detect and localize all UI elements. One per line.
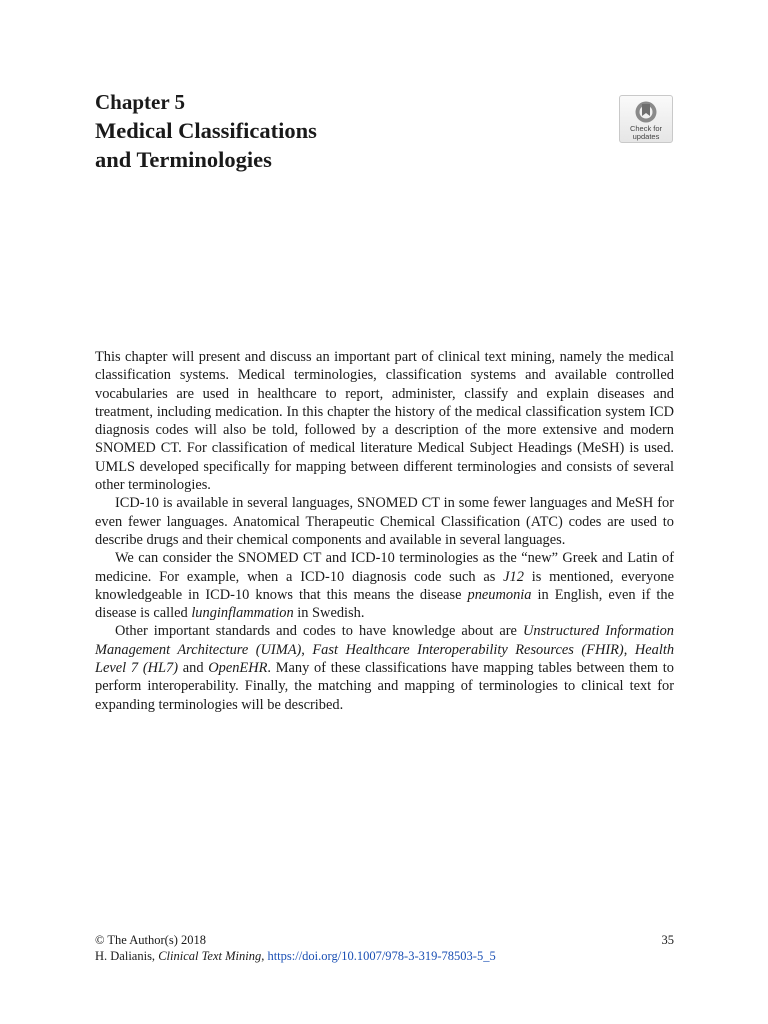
icd-code-j12: J12 xyxy=(503,568,524,585)
term-uima: Unstructured Information Management Architecture (UIMA) xyxy=(95,623,674,658)
doi-link[interactable]: https://doi.org/10.1007/978-3-319-78503-5_5 xyxy=(267,949,496,963)
check-for-updates-icon xyxy=(633,100,659,124)
check-for-updates-label: Check for updates xyxy=(629,124,663,141)
paragraph-2: ICD-10 is available in several languages, SNOMED CT in some fewer languages and MeSH for even fewer languages. Anatomical Therapeutic Chemical Classification (ATC) codes are used to describe drugs and their chemical components and available in several languages. xyxy=(95,495,674,548)
term-openehr: OpenEHR xyxy=(208,660,268,677)
paragraph-4: Other important standards and codes to have knowledge about are Unstructured Information Management Architecture (UIMA), Fast Healthcare Interoperability Resources (FHIR), Health Level 7 (HL7) and OpenEHR. Many of these classifications have mapping tables between them to perform interoperability. Finally, the matching and mapping of terminologies to clinical text for expanding terminologies will be described. xyxy=(95,623,675,713)
chapter-number: Chapter 5 xyxy=(95,90,186,114)
term-lunginflammation: lunginflammation xyxy=(191,605,294,622)
chapter-title xyxy=(95,116,515,174)
citation-line: H. Dalianis, Clinical Text Mining, https://doi.org/10.1007/978-3-319-78503-5_5 xyxy=(95,949,496,963)
check-for-updates-badge[interactable] xyxy=(619,95,673,143)
footer-citation xyxy=(95,932,496,964)
term-fhir: Fast Healthcare Interoperability Resources (FHIR) xyxy=(312,641,624,658)
book-title: Clinical Text Mining xyxy=(158,949,262,963)
paragraph-3: We can consider the SNOMED CT and ICD-10 terminologies as the “new” Greek and Latin of medicine. For example, when a ICD-10 diagnosis code such as J12 is mentioned, everyone knowledgeable in ICD-10 knows that this means the disease pneumonia in English, even if the disease is called lunginflammation in Swedish. xyxy=(95,550,674,622)
copyright-line: © The Author(s) 2018 xyxy=(95,933,206,947)
paragraph-1: This chapter will present and discuss an important part of clinical text mining, namely the medical classification systems. Medical terminologies, classification systems and available controlled vocabularies are used in healthcare to report, administer, classify and explain diseases and treatment, including medication. In this chapter the history of the medical classification system ICD diagnosis codes will also be told, followed by a description of the more extensive and modern SNOMED CT. For classification of medical literature Medical Subject Headings (MeSH) is used. UMLS developed specifically for mapping between different terminologies and consists of several other terminologies. xyxy=(95,349,674,494)
term-hl7: Health Level 7 (HL7) xyxy=(95,641,675,677)
term-pneumonia: pneumonia xyxy=(467,586,532,603)
chapter-title-line-1: Medical Classifications xyxy=(95,118,317,143)
page-number: 35 xyxy=(661,933,674,947)
chapter-title-line-2: and Terminologies xyxy=(95,147,272,172)
chapter-abstract xyxy=(95,348,674,714)
